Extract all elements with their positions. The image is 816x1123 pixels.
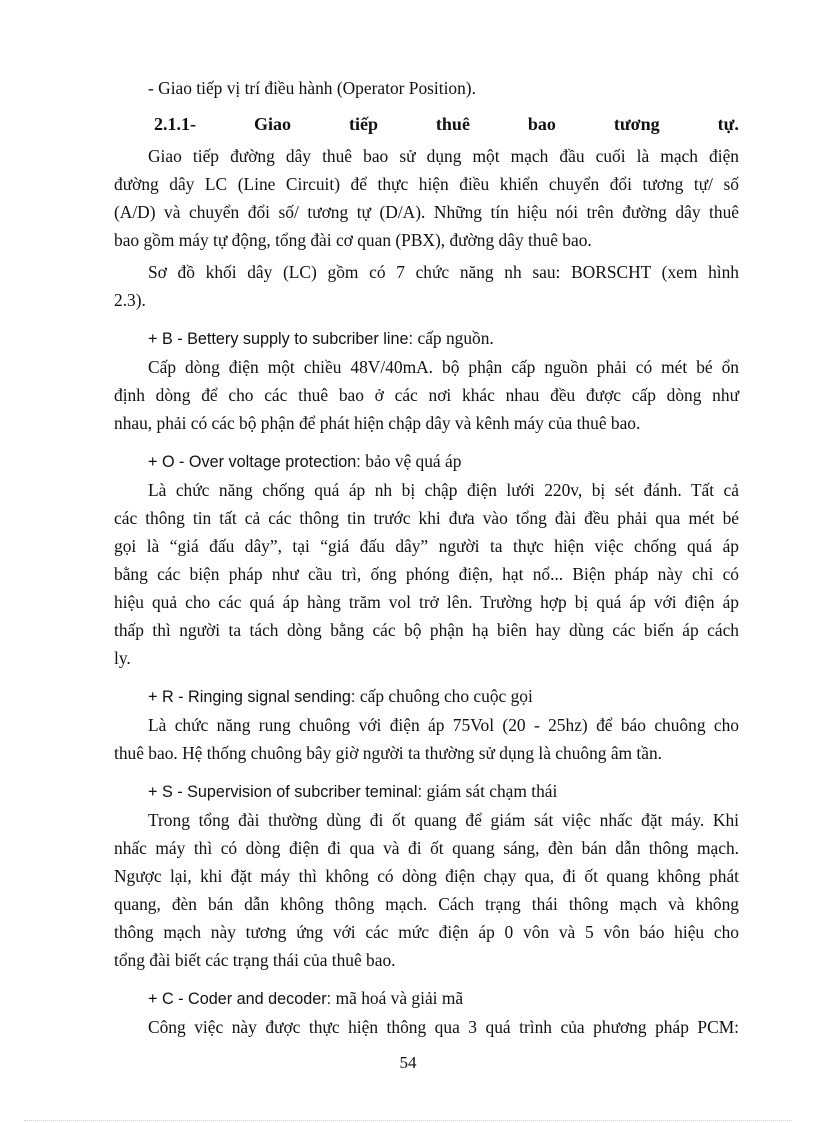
bullet-title-en: + C - Coder and decoder:	[148, 990, 332, 1008]
paragraph-line: thông mạch này tương ứng với các mức điện áp 0 vôn và 5 vôn báo hiệu cho	[114, 922, 739, 942]
paragraph-line: định dòng để cho các thuê bao ở các nơi khác nhau đều được cấp dòng như	[114, 385, 739, 405]
paragraph-line: bằng các biện pháp như cầu trì, ống phóng điện, hạt nổ... Biện pháp này chỉ có	[114, 564, 739, 584]
paragraph-overvoltage	[114, 476, 739, 672]
paragraph-battery	[114, 353, 739, 437]
paragraph-supervision	[114, 806, 739, 974]
paragraph-line: Cấp dòng điện một chiều 48V/40mA. bộ phận cấp nguồn phải có mét bé ổn	[148, 357, 739, 377]
paragraph-borscht	[114, 258, 739, 314]
section-heading	[114, 108, 739, 140]
bullet-title-vn: cấp nguồn.	[417, 328, 494, 348]
paragraph-line: Là chức năng rung chuông với điện áp 75Vol (20 - 25hz) để báo chuông cho	[148, 715, 739, 735]
paragraph-line: tổng đài biết các trạng thái của thuê bao.	[114, 950, 396, 970]
paragraph-line: nhấc máy thì có dòng điện đi qua và đi ốt quang sáng, đèn bán dẫn thông mạch.	[114, 838, 739, 858]
bullet-title-en: + R - Ringing signal sending:	[148, 688, 356, 706]
paragraph-coder	[114, 1013, 739, 1041]
page-content	[114, 74, 739, 1041]
paragraph-line: thấp thì người ta tách dòng bằng các bộ phận hạ biên hay dùng các biến áp cách	[114, 620, 739, 640]
paragraph-line: hiệu quả cho các quá áp hàng trăm vol trở lên. Trường hợp bị quá áp với điện áp	[114, 592, 739, 612]
bullet-title-r	[114, 682, 739, 711]
paragraph-line: ly.	[114, 648, 131, 668]
bullet-title-en: + S - Supervision of subcriber teminal:	[148, 783, 422, 801]
paragraph-ringing	[114, 711, 739, 767]
paragraph-line: Giao tiếp đường dây thuê bao sử dụng một mạch đầu cuối là mạch điện	[148, 146, 739, 166]
paragraph-line: Là chức năng chống quá áp nh bị chập điện lưới 220v, bị sét đánh. Tất cả	[148, 480, 739, 500]
intro-line: - Giao tiếp vị trí điều hành (Operator Position).	[148, 78, 476, 98]
paragraph-line: gọi là “giá đấu dây”, tại “giá đấu dây” người ta thực hiện việc chống quá áp	[114, 536, 739, 556]
bullet-title-c	[114, 984, 739, 1013]
paragraph-line: nhau, phải có các bộ phận để phát hiện chập dây và kênh máy của thuê bao.	[114, 413, 641, 433]
bullet-title-s	[114, 777, 739, 806]
bullet-title-vn: bảo vệ quá áp	[365, 451, 462, 471]
heading-word: Giao	[253, 114, 291, 134]
paragraph-line: thuê bao. Hệ thống chuông bây giờ người ta thường sử dụng là chuông âm tần.	[114, 743, 663, 763]
paragraph-line: quang, đèn bán dẫn không thông mạch. Cách trạng thái thông mạch và không	[114, 894, 739, 914]
paragraph-line-circuit	[114, 142, 739, 254]
page-number: 54	[399, 1053, 417, 1072]
paragraph-line: (A/D) và chuyển đổi số/ tương tự (D/A). Những tín hiệu nói trên đường dây thuê	[114, 202, 739, 222]
paragraph-line: Ngược lại, khi đặt máy thì không có dòng điện chạy qua, đi ốt quang không phát	[114, 866, 739, 886]
paragraph-line: Trong tổng đài thường dùng đi ốt quang để giám sát việc nhấc đặt máy. Khi	[148, 810, 739, 830]
bullet-title-vn: giám sát chạm thái	[426, 781, 558, 801]
paragraph-line: đường dây LC (Line Circuit) để thực hiện điều khiển chuyển đổi tương tự/ số	[114, 174, 739, 194]
heading-word: bao	[527, 114, 556, 134]
bullet-title-en: + B - Bettery supply to subcriber line:	[148, 330, 413, 348]
heading-number: 2.1.1-	[154, 114, 196, 134]
bullet-title-o	[114, 447, 739, 476]
bullet-title-vn: cấp chuông cho cuộc gọi	[359, 686, 533, 706]
footer-divider	[24, 1120, 792, 1121]
heading-word: tự.	[717, 114, 739, 134]
paragraph-line: Sơ đồ khối dây (LC) gồm có 7 chức năng nh sau: BORSCHT (xem hình	[148, 262, 739, 282]
bullet-title-en: + O - Over voltage protection:	[148, 453, 361, 471]
bullet-title-b	[114, 324, 739, 353]
paragraph-line: Công việc này được thực hiện thông qua 3 quá trình của phương pháp PCM:	[148, 1017, 739, 1037]
heading-word: thuê	[435, 114, 470, 134]
paragraph-line: các thông tin tất cả các thông tin trước khi đưa vào tổng đài đều phải qua mét bé	[114, 508, 739, 528]
paragraph-line: bao gồm máy tự động, tổng đài cơ quan (PBX), đường dây thuê bao.	[114, 230, 592, 250]
heading-word: tiếp	[348, 114, 378, 134]
paragraph-line: 2.3).	[114, 290, 146, 310]
heading-word: tương	[613, 114, 660, 134]
bullet-title-vn: mã hoá và giải mã	[335, 988, 464, 1008]
